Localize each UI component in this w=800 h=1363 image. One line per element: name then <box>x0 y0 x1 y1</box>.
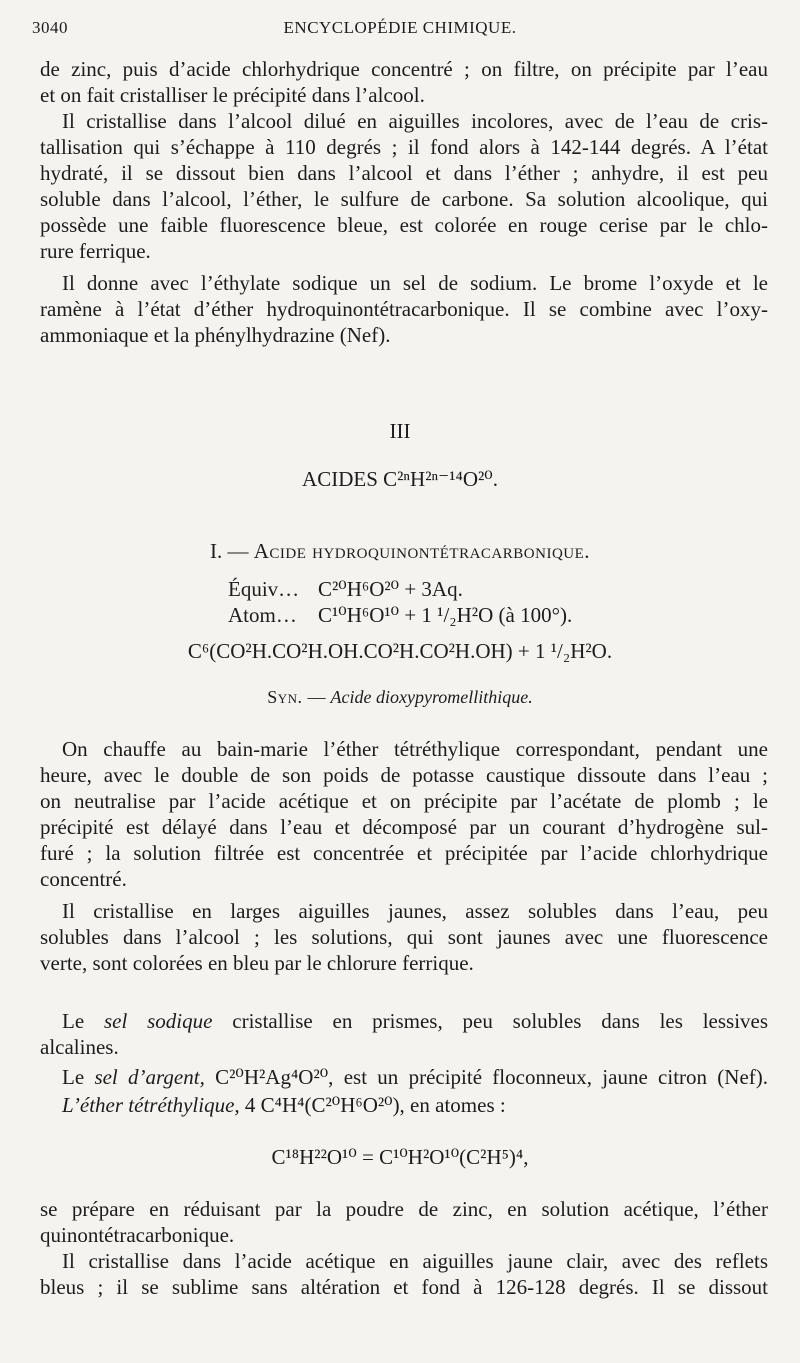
section-title: ACIDES C²ⁿH²ⁿ⁻¹⁴O²⁰. <box>302 467 498 491</box>
text-line: hydraté, il se dissout bien dans l’alcool et dans l’éther ; anhydre, il est peu <box>40 161 768 185</box>
atom-value: C¹⁰H⁶O¹⁰ + 1 ¹/₂H²O (à 100°). <box>318 603 573 627</box>
text-line: ramène à l’état d’éther hydroquinontétracarbonique. Il se combine avec l’oxy- <box>40 297 768 321</box>
term-sel-argent: sel d’argent, <box>94 1065 205 1089</box>
text-line: soluble dans l’alcool, l’éther, le sulfure de carbone. Sa solution alcoolique, qui <box>40 187 768 211</box>
text-line: se prépare en réduisant par la poudre de zinc, en solution acétique, l’éther <box>40 1197 768 1221</box>
text-line: On chauffe au bain-marie l’éther tétréthylique correspondant, pendant une <box>62 737 768 761</box>
equiv-label: Équiv… <box>228 577 300 601</box>
running-header <box>32 14 768 44</box>
synonym-line <box>0 684 800 710</box>
text-line: Le sel d’argent, C²⁰H²Ag⁴O²⁰, est un précipité floconneux, jaune citron (Nef). <box>62 1065 769 1089</box>
text-line: rure ferrique. <box>40 239 151 263</box>
section-numeral: III <box>389 419 411 443</box>
text-line: et on fait cristalliser le précipité dans l’alcool. <box>40 83 425 107</box>
text-line: bleus ; il se sublime sans altération et fond à 126-128 degrés. Il se dissout <box>40 1275 768 1299</box>
text-line: L’éther tétréthylique, 4 C⁴H⁴(C²⁰H⁶O²⁰), en atomes : <box>62 1093 506 1117</box>
running-title: ENCYCLOPÉDIE CHIMIQUE. <box>283 18 517 37</box>
atom-label: Atom… <box>228 603 297 627</box>
text-line: verte, sont colorées en bleu par le chlorure ferrique. <box>40 951 474 975</box>
text-line: furé ; la solution filtrée est concentrée et précipitée par l’acide chlorhydrique <box>40 841 768 865</box>
text-line: alcalines. <box>40 1035 119 1059</box>
text-line: concentré. <box>40 867 127 891</box>
text-line: solubles dans l’alcool ; les solutions, qui sont jaunes avec une fluorescence <box>40 925 768 949</box>
equiv-value: C²⁰H⁶O²⁰ + 3Aq. <box>318 577 463 601</box>
term-sel-sodique: sel sodique <box>103 1009 213 1033</box>
synonym-name: Acide dioxypyromellithique. <box>330 687 533 707</box>
text-line: Il donne avec l’éthylate sodique un sel de sodium. Le brome l’oxyde et le <box>62 271 768 295</box>
text-line: Il cristallise dans l’acide acétique en aiguilles jaune clair, avec des reflets <box>62 1249 768 1273</box>
text-line: tallisation qui s’échappe à 110 degrés ; il fond alors à 142-144 degrés. A l’état <box>40 135 768 159</box>
text-line: ammoniaque et la phénylhydrazine (Nef). <box>40 323 391 347</box>
text-line: possède une faible fluorescence bleue, est colorée en rouge cerise par le chlo- <box>40 213 768 237</box>
equation: C¹⁸H²²O¹⁰ = C¹⁰H²O¹⁰(C²H⁵)⁴, <box>271 1145 529 1169</box>
text-line: précipité est délayé dans l’eau et décomposé par un courant d’hydrogène sul- <box>40 815 768 839</box>
page-number: 3040 <box>32 18 68 37</box>
term-ether: L’éther tétréthylique, <box>62 1093 240 1117</box>
subsection-number: I. — <box>209 539 249 563</box>
synonym-label: Syn. — <box>267 687 327 707</box>
structural-formula: C⁶(CO²H.CO²H.OH.CO²H.CO²H.OH) + 1 ¹/₂H²O. <box>187 639 613 663</box>
text-line: Il cristallise en larges aiguilles jaunes, assez solubles dans l’eau, peu <box>62 899 768 923</box>
text-line: Il cristallise dans l’alcool dilué en aiguilles incolores, avec de l’eau de cris- <box>62 109 768 133</box>
subsection-title: Acide hydroquinontétracarbonique. <box>253 539 591 563</box>
text-line: heure, avec le double de son poids de potasse caustique dissoute dans l’eau ; <box>40 763 768 787</box>
text-line: on neutralise par l’acide acétique et on précipite par l’acétate de plomb ; le <box>40 789 768 813</box>
text-line: quinontétracarbonique. <box>40 1223 235 1247</box>
subsection-heading <box>0 538 800 564</box>
text-line: de zinc, puis d’acide chlorhydrique concentré ; on filtre, on précipite par l’eau <box>40 57 768 81</box>
text-line: Le sel sodique cristallise en prismes, peu solubles dans les lessives <box>62 1009 769 1033</box>
